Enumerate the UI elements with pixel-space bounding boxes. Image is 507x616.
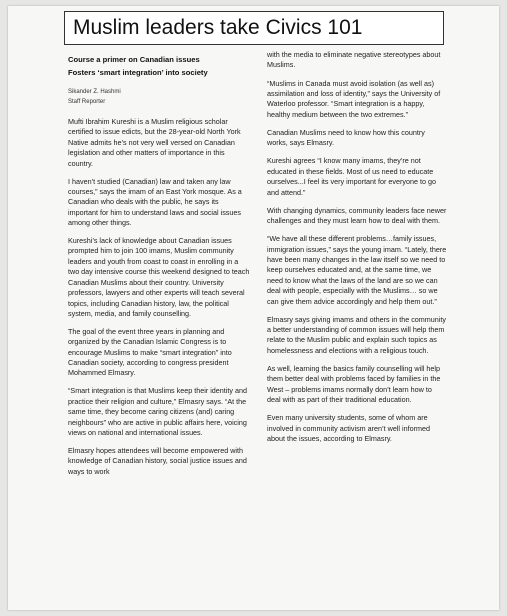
- byline-author: Sikander Z. Hashmi: [68, 89, 121, 95]
- article-paragraph: “Smart integration is that Muslims keep their identity and practice their religion and culture,” Elmasry says. “At the same time, they become caring citizens (and) caring neighbours” who are active in public affairs here, voicing views on national and international issues.: [68, 386, 247, 437]
- article-paragraph: As well, learning the basics family counselling will help them better deal with problems faced by families in the West – problems imams normally don’t learn how to deal with as part of their traditional education.: [267, 363, 441, 405]
- article-column-right: [267, 50, 447, 452]
- headline: Muslim leaders take Civics 101: [73, 16, 363, 39]
- deck: [68, 53, 250, 79]
- article-paragraph: Even many university students, some of whom are involved in community activism aren’t well informed about the issues, according to Elmasry.: [267, 413, 430, 444]
- article-paragraph: Kureshi agrees “I know many imams, they’re not educated in these fields. Most of us need to educate ourselves...I feel its very important for everyone to go and attend.”: [267, 156, 436, 197]
- article-paragraph: The goal of the event three years in planning and organized by the Canadian Islamic Congress is to encourage Muslims to make “smart integration” into Canadian society, according to congress president Mohammed Elmasry.: [68, 326, 232, 378]
- article-paragraph: With changing dynamics, community leaders face newer challenges and they must learn how to deal with them.: [267, 205, 447, 226]
- article-column-left: [68, 50, 250, 485]
- article-paragraph: Mufti Ibrahim Kureshi is a Muslim religious scholar certified to issue edicts, but the 28-year-old North York Native admits he’s not very well versed on Canadian legislation and other matters of importance in this country.: [68, 117, 241, 168]
- article-paragraph: “Muslims in Canada must avoid isolation (as well as) assimilation and loss of identity,” says the University of Waterloo professor. “Smart integration is a happy, healthy medium between the two extremes.”: [267, 78, 441, 119]
- article-paragraph: I haven’t studied (Canadian) law and taken any law courses,” says the imam of an East York mosque. As a Canadian who deals with the public, he says its important for him to understand laws and social issues among other things.: [68, 176, 242, 228]
- article-paragraph: Kureshi’s lack of knowledge about Canadian issues prompted him to join 100 imams, Muslim community leaders and youth from coast to coast in enrolling in a two day intensive course this weekend designed to teach Canadian Muslims about their country. University professors, lawyers and other experts will teach several topics, including Canadian history, law, the political system, media, and family counselling.: [68, 236, 250, 318]
- deck-line-2: Fosters ‘smart integration’ into society: [68, 68, 208, 77]
- headline-box: [64, 11, 444, 45]
- article-paragraph: “We have all these different problems…family issues, immigration issues,” says the young imam. “Lately, there have been many changes in the law itself so we need to keep ourselves educated and, at the same time, we need to know what the laws of the land are so we can deal with people, especially with the Muslims… so we can give them advice accordingly and help them out.”: [267, 234, 447, 306]
- newspaper-page: [8, 6, 499, 610]
- deck-line-1: Course a primer on Canadian issues: [68, 55, 200, 64]
- article-paragraph: Elmasry hopes attendees will become empowered with knowledge of Canadian history, social justice issues and ways to work: [68, 445, 247, 476]
- article-paragraph: Elmasry says giving imams and others in the community a better understanding of common issues will help them relate to the Muslim public and explain such topics as homelessness and elections with a religious touch.: [267, 314, 446, 355]
- byline: [68, 87, 250, 107]
- article-paragraph: with the media to eliminate negative stereotypes about Muslims.: [267, 50, 441, 70]
- article-paragraph: Canadian Muslims need to know how this country works, says Elmasry.: [267, 127, 425, 148]
- byline-role: Staff Reporter: [68, 99, 106, 105]
